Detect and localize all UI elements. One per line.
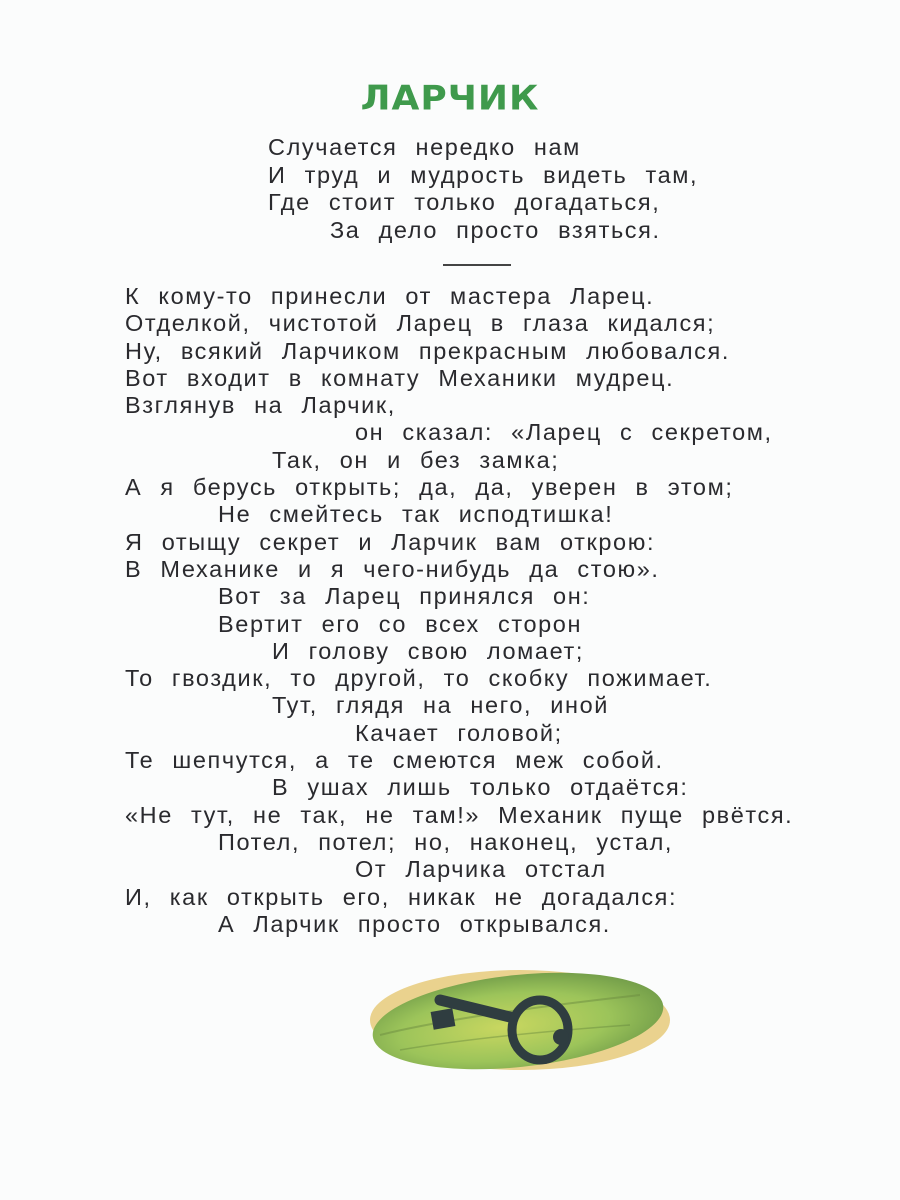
poem-line: Не смейтесь так исподтишка! (218, 501, 614, 528)
poem-line: Тут, глядя на него, иной (272, 692, 609, 719)
poem-body (0, 283, 900, 938)
poem-line: Вот за Ларец принялся он: (218, 583, 591, 610)
divider (443, 264, 511, 266)
key-illustration (340, 955, 700, 1100)
poem-line: «Не тут, не так, не там!» Механик пуще рвётся. (125, 801, 794, 828)
epigraph-line: За дело просто взяться. (330, 216, 661, 243)
poem-line: В Механике и я чего-нибудь да стою». (125, 555, 660, 582)
poem-line: К кому-то принесли от мастера Ларец. (125, 283, 655, 309)
poem-line: То гвоздик, то другой, то скобку пожимает. (125, 665, 713, 692)
poem-line: Так, он и без замка; (272, 446, 560, 473)
poem-title: ЛАРЧИК (360, 79, 540, 118)
epigraph-line: И труд и мудрость видеть там, (268, 161, 699, 188)
poem-line: А Ларчик просто открывался. (218, 910, 611, 937)
poem-line: Вертит его со всех сторон (218, 610, 583, 637)
epigraph-line: Случается нередко нам (268, 134, 581, 160)
epigraph (0, 134, 900, 244)
poem-line: Вот входит в комнату Механики мудрец. (125, 364, 675, 391)
epigraph-line: Где стоит только догадаться, (268, 189, 661, 216)
poem-line: В ушах лишь только отдаётся: (272, 774, 689, 801)
poem-line: И, как открыть его, никак не догадался: (125, 883, 678, 910)
poem-line: Качает головой; (355, 719, 563, 746)
poem-line: Ну, всякий Ларчиком прекрасным любовался. (125, 337, 730, 364)
poem-line: Я отыщу секрет и Ларчик вам открою: (125, 528, 656, 555)
key-icon (340, 955, 700, 1095)
poem-line: он сказал: «Ларец с секретом, (355, 419, 773, 446)
poem-line: А я берусь открыть; да, да, уверен в этом; (125, 474, 734, 501)
poem-line: Взглянув на Ларчик, (125, 392, 396, 419)
poem-line: И голову свою ломает; (272, 637, 584, 664)
poem-line: От Ларчика отстал (355, 856, 607, 883)
poem-line: Отделкой, чистотой Ларец в глаза кидался; (125, 310, 716, 337)
poem-line: Те шепчутся, а те смеются меж собой. (125, 747, 664, 774)
poem-line: Потел, потел; но, наконец, устал, (218, 828, 674, 855)
